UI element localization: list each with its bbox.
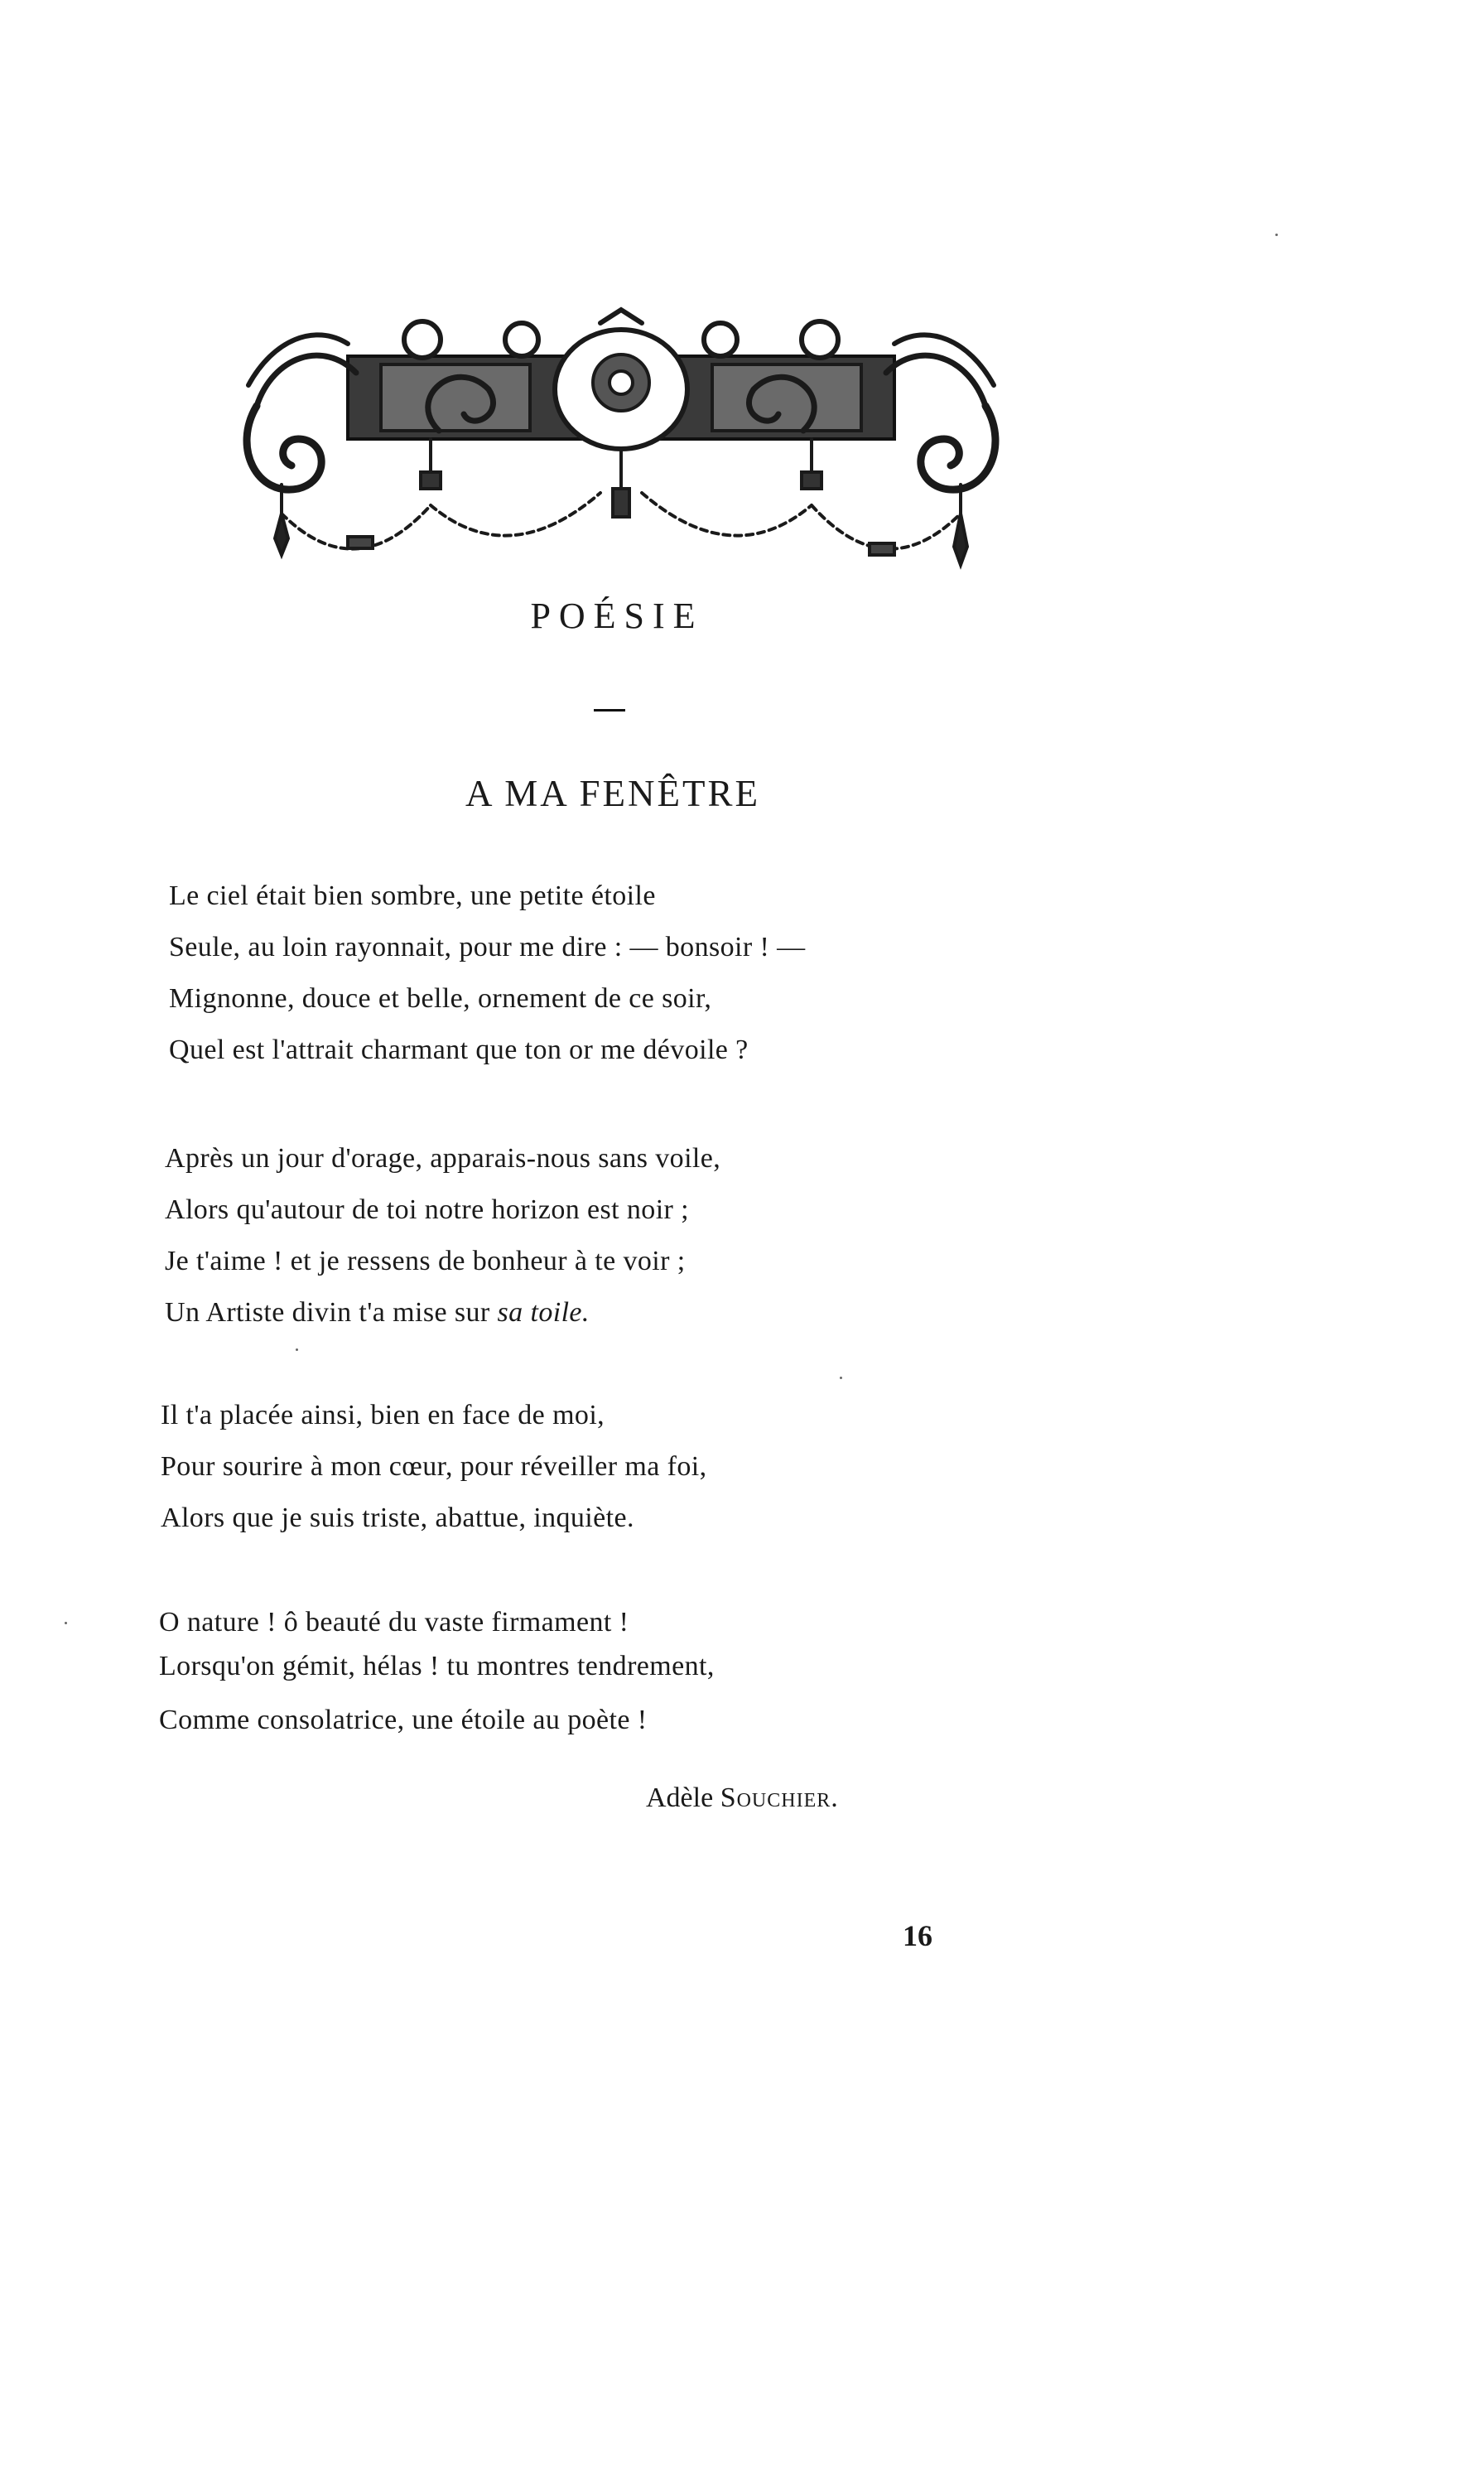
poem-line: Quel est l'attrait charmant que ton or me dévoile ? xyxy=(169,1035,749,1065)
author-last-name: Souchier. xyxy=(720,1782,839,1813)
poem-line: Alors qu'autour de toi notre horizon est noir ; xyxy=(165,1194,690,1225)
title-rule xyxy=(594,709,625,712)
poem-line: O nature ! ô beauté du vaste firmament ! xyxy=(159,1607,629,1638)
poem-line: Après un jour d'orage, apparais-nous sans voile, xyxy=(165,1143,721,1174)
poem-line: Comme consolatrice, une étoile au poète ! xyxy=(159,1705,648,1735)
poem-line xyxy=(165,1297,590,1329)
italic-phrase: sa toile. xyxy=(497,1297,590,1328)
page-number: 16 xyxy=(903,1919,932,1952)
paper-speck xyxy=(65,1622,67,1624)
poem-line: Le ciel était bien sombre, une petite étoile xyxy=(169,880,656,911)
poem-line: Il t'a placée ainsi, bien en face de moi, xyxy=(161,1400,605,1430)
paper-speck xyxy=(296,1348,298,1351)
poem-line: Je t'aime ! et je ressens de bonheur à te voir ; xyxy=(165,1246,686,1276)
author-first-name: Adèle xyxy=(646,1782,714,1813)
poem-title: A MA FENÊTRE xyxy=(465,773,761,814)
poem-line: Alors que je suis triste, abattue, inquiète. xyxy=(161,1503,634,1533)
poem-line: Pour sourire à mon cœur, pour réveiller ma foi, xyxy=(161,1451,707,1482)
author-signature xyxy=(646,1782,839,1814)
poem-line-text: Un Artiste divin t'a mise sur xyxy=(165,1297,498,1328)
poem-line: Lorsqu'on gémit, hélas ! tu montres tendrement, xyxy=(159,1651,715,1681)
poem-line: Mignonne, douce et belle, ornement de ce soir, xyxy=(169,983,712,1014)
section-title: POÉSIE xyxy=(530,596,704,636)
paper-speck xyxy=(1275,234,1278,236)
baroque-scrollwork-headpiece-icon xyxy=(224,306,1019,572)
paper-speck xyxy=(840,1377,842,1379)
poem-line: Seule, au loin rayonnait, pour me dire : — bonsoir ! — xyxy=(169,932,806,962)
